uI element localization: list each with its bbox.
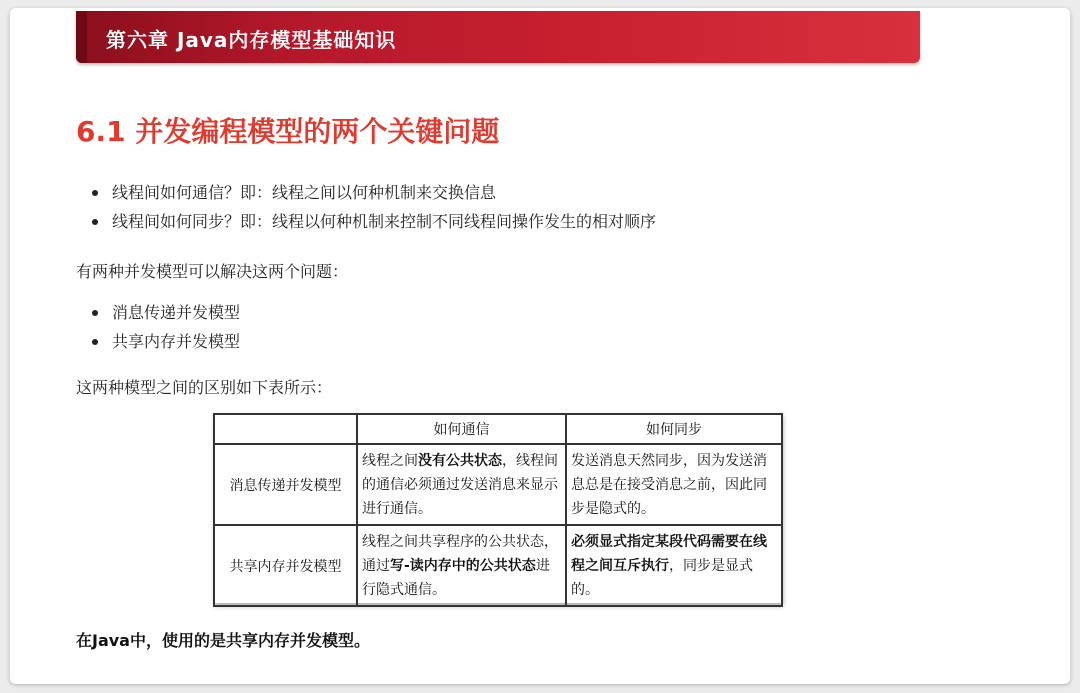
conclusion-paragraph: 在Java中，使用的是共享内存并发模型。 [76,631,370,650]
comparison-table [213,413,783,607]
table-header-row [214,414,782,444]
cell-emphasis: 没有公共状态 [418,453,502,469]
table-header-synchronization: 如何同步 [566,414,782,444]
document-page [10,8,1070,684]
cell-text: 发送消息天然同步，因为发送消息总是在接受消息之前，因此同步是隐式的。 [571,453,767,517]
row-communication [357,525,566,606]
cell-text: 线程之间 [362,453,418,469]
comparison-table-wrapper [213,413,781,603]
question-item: 线程间如何同步？即：线程以何种机制来控制不同线程间操作发生的相对顺序 [76,207,656,236]
table-row [214,525,782,606]
model-item: 共享内存并发模型 [76,327,240,356]
table-row [214,444,782,525]
compare-intro-paragraph: 这两种模型之间的区别如下表所示： [76,378,333,397]
intro-paragraph: 有两种并发模型可以解决这两个问题： [76,262,349,281]
table-header-empty [214,414,357,444]
row-model-name: 共享内存并发模型 [214,525,357,606]
row-model-name: 消息传递并发模型 [214,444,357,525]
chapter-banner [76,11,920,63]
row-synchronization [566,525,782,606]
question-item: 线程间如何通信？即：线程之间以何种机制来交换信息 [76,178,656,207]
table-header-communication: 如何通信 [357,414,566,444]
cell-text: ，线程间的通信必须通过发送消息来显示进行通信。 [362,453,558,517]
cell-text: 线程之间共享程序的公共状态，通过 [362,534,558,574]
cell-emphasis: 必须显式指定某段代码需要在线程之间互斥执行 [571,534,767,574]
question-list [76,178,656,236]
cell-text: 进行隐式通信。 [362,558,550,598]
model-list [76,298,240,356]
cell-text: ，同步是显式的。 [571,558,753,598]
row-synchronization [566,444,782,525]
model-item: 消息传递并发模型 [76,298,240,327]
cell-emphasis: 写-读内存中的公共状态 [390,558,536,574]
section-title: 6.1 并发编程模型的两个关键问题 [76,115,500,148]
row-communication [357,444,566,525]
chapter-title: 第六章 Java内存模型基础知识 [106,28,397,52]
